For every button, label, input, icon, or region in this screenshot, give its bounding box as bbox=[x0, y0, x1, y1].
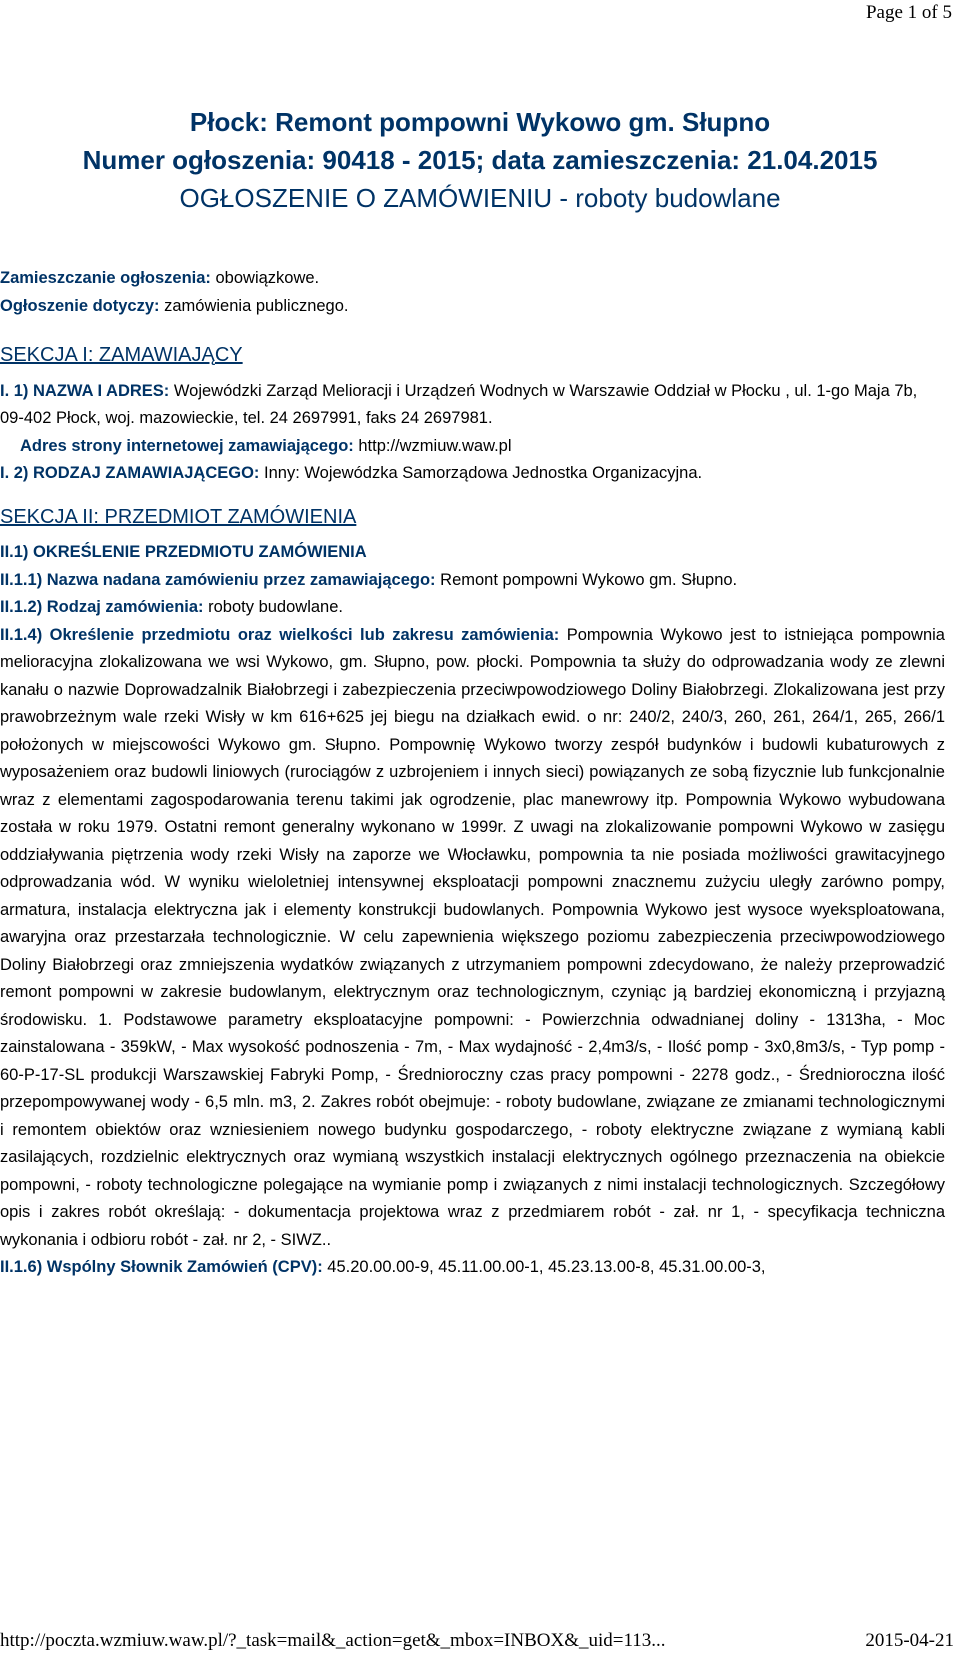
cpv-label: II.1.6) Wspólny Słownik Zamówień (CPV): bbox=[0, 1258, 323, 1276]
notice-title-block bbox=[0, 103, 960, 217]
meta-mandatory bbox=[0, 265, 945, 293]
concerns-label: Ogłoszenie dotyczy: bbox=[0, 296, 160, 315]
footer-url: http://poczta.wzmiuw.waw.pl/?_task=mail&_action=get&_mbox=INBOX&_uid=113... bbox=[0, 1630, 666, 1651]
authority-type-label: I. 2) RODZAJ ZAMAWIAJĄCEGO: bbox=[0, 464, 260, 482]
notice-type: OGŁOSZENIE O ZAMÓWIENIU - roboty budowlane bbox=[179, 183, 781, 213]
meta-concerns bbox=[0, 293, 945, 321]
order-scope-label: II.1.4) Określenie przedmiotu oraz wielkości lub zakresu zamówienia: bbox=[0, 625, 560, 644]
subject-definition-heading: II.1) OKREŚLENIE PRZEDMIOTU ZAMÓWIENIA bbox=[0, 543, 367, 561]
order-kind-label: II.1.2) Rodzaj zamówienia: bbox=[0, 598, 204, 616]
authority-website bbox=[0, 433, 945, 461]
cpv-value: 45.20.00.00-9, 45.11.00.00-1, 45.23.13.00-8, 45.31.00.00-3, bbox=[327, 1258, 766, 1276]
mandatory-value: obowiązkowe. bbox=[215, 269, 320, 287]
concerns-value: zamówienia publicznego. bbox=[164, 296, 349, 315]
authority-name-label: I. 1) NAZWA I ADRES: bbox=[0, 381, 170, 400]
order-name-value: Remont pompowni Wykowo gm. Słupno. bbox=[440, 570, 738, 589]
order-name-label: II.1.1) Nazwa nadana zamówieniu przez zamawiającego: bbox=[0, 570, 436, 589]
authority-type bbox=[0, 460, 945, 488]
order-kind bbox=[0, 594, 945, 622]
authority-name-value: Wojewódzki Zarząd Melioracji i Urządzeń Wodnych w Warszawie Oddział w Płocku , ul. 1-go Maja 7b, 09-402 Płock, woj. mazowieckie, tel. 24 2697991, faks 24 2697981. bbox=[0, 381, 918, 427]
section-1-heading: SEKCJA I: ZAMAWIAJĄCY bbox=[0, 344, 243, 366]
notice-content bbox=[0, 265, 945, 1282]
footer-date: 2015-04-21 bbox=[865, 1630, 954, 1651]
order-name bbox=[0, 567, 945, 595]
order-scope bbox=[0, 622, 945, 1255]
contracting-authority-name bbox=[0, 378, 945, 433]
mandatory-label: Zamieszczanie ogłoszenia: bbox=[0, 269, 211, 287]
order-cpv bbox=[0, 1254, 945, 1282]
order-scope-value: Pompownia Wykowo jest to istniejąca pompownia melioracyjna zlokalizowana we wsi Wykowo, gm. Słupno, pow. płocki. Pompownia ta służy do odprowadzania wody ze zlewni kanału o nazwie Doprowadzalnik Białobrzegi i zabezpieczenia przeciwpowodziowego Doliny Białobrzegi. Zlokalizowana jest przy prawobrzeżnym wale rzeki Wisły w km 616+625 jej biegu na działkach ewid. o nr: 240/2, 240/3, 260, 261, 264/1, 265, 266/1 położonych w miejscowości Wykowo gm. Słupno. Pompownię Wykowo tworzy zespół budynków i budowli kubaturowych z wyposażeniem oraz budowli liniowych (rurociągów z uzbrojeniem i innych sieci) powiązanych ze sobą fizycznie lub funkcjonalnie wraz z elementami zagospodarowania terenu takimi jak ogrodzenie, plac manewrowy itp. Pompownia Wykowo wybudowana została w roku 1979. Ostatni remont generalny wykonano w 1999r. Z uwagi na zlokalizowanie pompowni Wykowo w zasięgu oddziaływania piętrzenia wody rzeki Wisły na zaporze we Włocławku, pompownia ta nie posiada możliwości grawitacyjnego odprowadzania wód. W wyniku wieloletniej intensywnej eksploatacji pompowni znacznemu zużyciu uległy zarówno pompy, armatura, instalacja elektryczna jak i elementy konstrukcji budowlanych. Pompownia Wykowo jest wysoce wyeksploatowana, awaryjna oraz przestarzała technologicznie. W celu zapewnienia większego poziomu zabezpieczenia przeciwpowodziowego Doliny Białobrzegi oraz zmniejszenia wydatków związanych z utrzymaniem pompowni zdecydowano, że należy przeprowadzić remont pompowni w zakresie budowlanym, elektrycznym oraz technologicznym, czyniąc ją bardziej ekonomiczną i przyjazną środowisku. 1. Podstawowe parametry eksploatacyjne pompowni: - Powierzchnia odwadnianej doliny - 1313ha, - Moc zainstalowana - 359kW, - Max wysokość podnoszenia - 7m, - Max wydajność - 2,4m3/s, - Ilość pomp - 3x0,8m3/s, - Typ pomp - 60-P-17-SL produkcji Warszawskiej Fabryki Pomp, - Średnioroczny czas pracy pompowni - 2278 godz., - Średnioroczna ilość przepompowywanej wody - 6,5 mln. m3, 2. Zakres robót obejmuje: - roboty budowlane, związane ze zmianami technologicznymi i remontem obiektów oraz wzniesieniem nowego budynku gospodarczego, - roboty elektryczne związane z wymianą kabli zasilających, rozdzielnic elektrycznych oraz wymianą wszystkich instalacji elektrycznych ogólnego przeznaczenia na obiekcie pompowni, - roboty technologiczne polegające na wymianie pomp i związanych z nimi instalacji technologicznych. Szczegółowy opis i zakres robót określają: - dokumentacja projektowa wraz z przedmiarem robót - zał. nr 1, - specyfikacja techniczna wykonania i odbioru robót - zał. nr 2, - SIWZ.. bbox=[0, 625, 945, 1249]
notice-title: Płock: Remont pompowni Wykowo gm. Słupno bbox=[189, 107, 771, 137]
authority-type-value: Inny: Wojewódzka Samorządowa Jednostka Organizacyjna. bbox=[264, 464, 703, 482]
website-label: Adres strony internetowej zamawiającego: bbox=[20, 436, 354, 455]
website-value: http://wzmiuw.waw.pl bbox=[358, 436, 512, 455]
section-2-heading: SEKCJA II: PRZEDMIOT ZAMÓWIENIA bbox=[0, 505, 357, 528]
notice-number-date: Numer ogłoszenia: 90418 - 2015; data zamieszczenia: 21.04.2015 bbox=[82, 145, 878, 175]
order-kind-value: roboty budowlane. bbox=[208, 598, 343, 616]
page-number: Page 1 of 5 bbox=[865, 2, 952, 23]
